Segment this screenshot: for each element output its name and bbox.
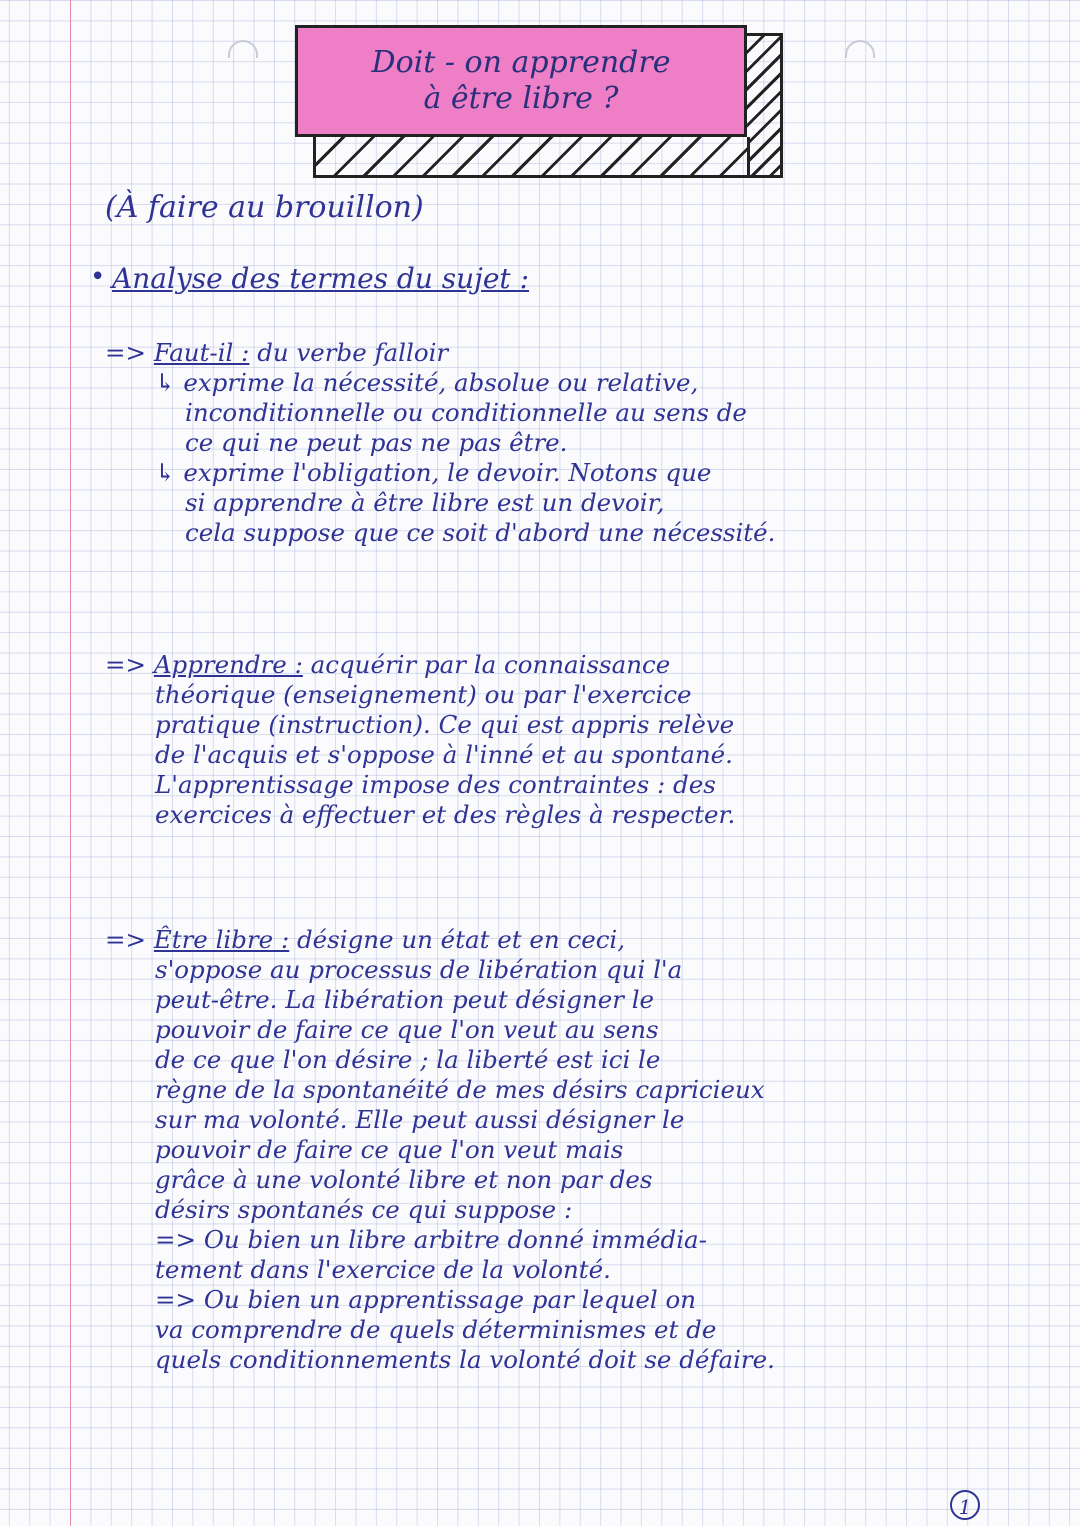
term-label: Faut-il : [153,338,250,367]
definition-line: pouvoir de faire ce que l'on veut au sens [155,1015,659,1044]
definition-line: exercices à effectuer et des règles à respecter. [155,800,736,829]
section-bullet: • [90,262,106,292]
definition-line: peut-être. La libération peut désigner le [155,985,655,1014]
draft-note: (À faire au brouillon) [105,190,424,225]
term-block-etre-libre [105,925,775,1375]
binder-hole-right [845,40,875,58]
section-title: Analyse des termes du sujet : [112,262,530,295]
definition-line: tement dans l'exercice de la volonté. [155,1255,611,1284]
title-line-1: Doit - on apprendre [371,45,671,80]
arrow: => [105,925,147,954]
definition-line: s'oppose au processus de libération qui l'a [155,955,683,984]
binder-hole-left [228,40,258,58]
definition-line: quels conditionnements la volonté doit se défaire. [155,1345,775,1374]
definition-line: ce qui ne peut pas ne pas être. [185,428,568,457]
definition-line: va comprendre de quels déterminismes et de [155,1315,717,1344]
definition-line: théorique (enseignement) ou par l'exercice [155,680,692,709]
definition-line: ↳ exprime l'obligation, le devoir. Notons que [155,458,712,487]
term-block-apprendre [105,650,735,830]
definition-line: L'apprentissage impose des contraintes : des [155,770,716,799]
definition-line: => Ou bien un libre arbitre donné immédia- [155,1225,707,1254]
title-box [295,25,747,137]
definition-line: sur ma volonté. Elle peut aussi désigner le [155,1105,685,1134]
definition-line: inconditionnelle ou conditionnelle au sens de [185,398,747,427]
margin-line [70,0,71,1526]
definition-line: de l'acquis et s'oppose à l'inné et au spontané. [155,740,733,769]
arrow: => [105,650,147,679]
definition-line: pratique (instruction). Ce qui est appris relève [155,710,735,739]
definition-line: => Ou bien un apprentissage par lequel on [155,1285,697,1314]
definition-line: si apprendre à être libre est un devoir, [185,488,665,517]
definition-line: de ce que l'on désire ; la liberté est ici le [155,1045,661,1074]
definition-line: acquérir par la connaissance [310,650,671,679]
definition-line: cela suppose que ce soit d'abord une nécessité. [185,518,776,547]
definition-line: grâce à une volonté libre et non par des [155,1165,653,1194]
definition-line: règne de la spontanéité de mes désirs capricieux [155,1075,765,1104]
definition-line: pouvoir de faire ce que l'on veut mais [155,1135,624,1164]
title-hatch-bottom [313,137,750,178]
term-label: Apprendre : [153,650,303,679]
page-number: 1 [950,1490,980,1520]
definition-line: désirs spontanés ce qui suppose : [155,1195,573,1224]
title-line-2: à être libre ? [423,81,619,116]
arrow: => [105,338,147,367]
definition-line: désigne un état et en ceci, [297,925,626,954]
title-hatch-right [747,33,783,178]
term-block-faut-il [105,338,775,548]
definition-line: ↳ exprime la nécessité, absolue ou relative, [155,368,699,397]
definition-line: du verbe falloir [257,338,449,367]
term-label: Être libre : [153,925,290,954]
